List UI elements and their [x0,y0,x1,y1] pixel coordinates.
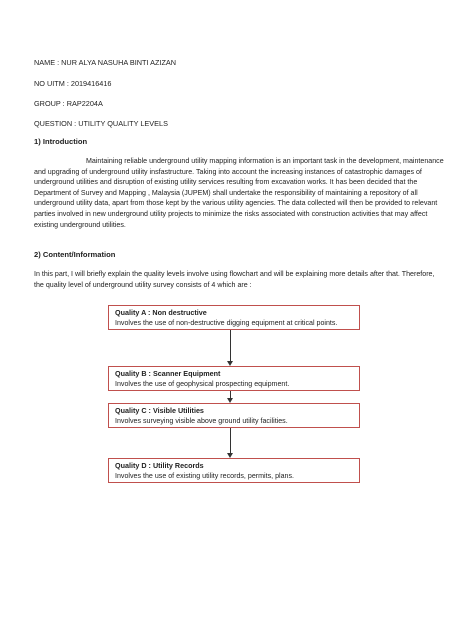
quality-c-description: Involves surveying visible above ground utility facilities. [115,417,288,425]
content-paragraph [34,269,444,290]
question-title: QUESTION : UTILITY QUALITY LEVELS [34,119,168,128]
quality-c-title: Quality C : Visible Utilities [115,406,204,415]
quality-d-title: Quality D : Utility Records [115,461,204,470]
flowchart-box-quality-b [108,366,360,391]
student-number: NO UITM : 2019416416 [34,79,112,88]
quality-b-title: Quality B : Scanner Equipment [115,369,221,378]
flowchart-box-quality-d [108,458,360,483]
introduction-heading: 1) Introduction [34,137,88,146]
content-heading: 2) Content/Information [34,250,116,259]
flow-arrow-c-d [230,428,231,454]
quality-a-description: Involves the use of non-destructive digging equipment at critical points. [115,319,338,327]
flowchart-box-quality-a [108,305,360,330]
quality-d-description: Involves the use of existing utility records, permits, plans. [115,472,294,480]
quality-b-description: Involves the use of geophysical prospecting equipment. [115,380,290,388]
flow-arrow-b-c [230,391,231,399]
quality-a-title: Quality A : Non destructive [115,308,207,317]
student-name: NAME : NUR ALYA NASUHA BINTI AZIZAN [34,58,177,67]
flow-arrow-a-b [230,330,231,362]
introduction-text: Maintaining reliable underground utility mapping information is an important task in the development, maintenance and upgrading of underground utility insfastructure. Taking into account the increasing instances of catastrophic damages of underground utilities and disruption of existing utility services resulting from excavation works. It has been decided that the Department of Survey and Mapping , Malaysia (JUPEM) shall undertake the responsibility of maintaining a repository of all underground utility data, apart from those kept by the various utility agencies. The data collected will then be provided to relevant parties involved in new underground utility projects to minimize the risks associated with construction activities that may affect existing underground utilities. [34,157,444,229]
introduction-paragraph [34,156,444,230]
flowchart-box-quality-c [108,403,360,428]
content-text: In this part, I will briefly explain the quality levels involve using flowchart and will be explaining more details after that. Therefore, the quality level of underground utility survey consists of 4 which are : [34,270,435,289]
group-code: GROUP : RAP2204A [34,99,103,108]
